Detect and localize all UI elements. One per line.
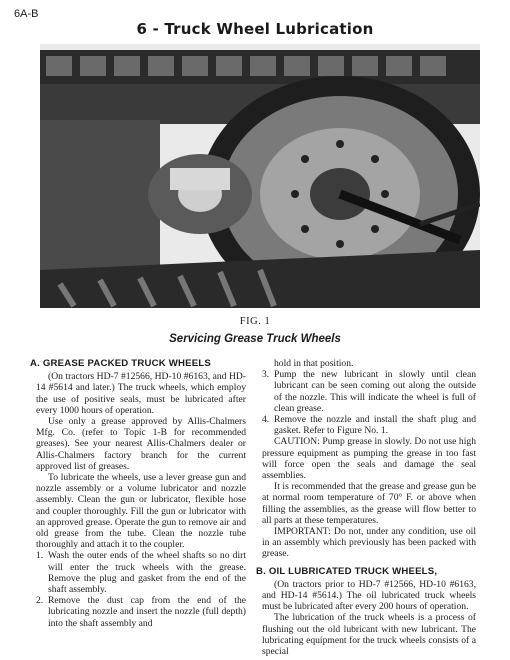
list-item: [36, 550, 246, 595]
list-item: [262, 369, 476, 414]
figure-label: FIG. 1: [239, 316, 271, 327]
step-number: 2.: [36, 595, 44, 607]
step-continuation: hold in that position.: [274, 358, 354, 369]
step-number: 1.: [36, 550, 44, 562]
temperature-note: It is recommended that the grease and grease gun be at normal room temperature of 70° F. or above when filling the assemblies, as the grease will flow better to all parts at these temperatures.: [262, 481, 476, 526]
important-note: IMPORTANT: Do not, under any condition, use oil in an assembly which previously has been packed with grease.: [262, 526, 476, 560]
step-number: 4.: [262, 414, 270, 426]
truck-wheel-photo: [40, 44, 480, 308]
left-column: [30, 358, 246, 629]
section-a-paragraph-2: Use only a grease approved by Allis-Chalmers Mfg. Co. (refer to Topic 1-B for recommended greases). See your nearest Allis-Chalmers dealer or Allis-Chalmers factory branch for the current approved list of greases.: [36, 416, 246, 472]
right-column: [256, 358, 476, 658]
section-b-heading: B. OIL LUBRICATED TRUCK WHEELS,: [256, 565, 438, 577]
section-a-heading: A. GREASE PACKED TRUCK WHEELS: [30, 358, 211, 369]
page-number: 6A-B: [14, 8, 39, 20]
section-b-paragraph-2: The lubrication of the truck wheels is a process of flushing out the old lubricant with new lubricant. The lubricating equipment for the truck wheels consists of a special: [262, 612, 476, 658]
section-a-paragraph-1: (On tractors HD-7 #12566, HD-10 #6163, and HD-14 #5614 and later.) The truck wheels, which employ the use of positive seals, must be lubricated after every 1000 hours of operation.: [36, 371, 246, 416]
step-text: Remove the dust cap from the end of the lubricating nozzle and insert the nozzle (full depth) into the shaft assembly and: [48, 595, 246, 629]
step-text: Wash the outer ends of the wheel shafts so no dirt will enter the truck wheels with the grease. Remove the plug and gasket from the end of the shaft assembly.: [48, 550, 246, 596]
chapter-title: 6 - Truck Wheel Lubrication: [136, 20, 374, 38]
caution-note: CAUTION: Pump grease in slowly. Do not use high pressure equipment as pumping the grease in too fast will force open the seals and damage the seal assemblies.: [262, 436, 476, 482]
figure-caption: Servicing Grease Truck Wheels: [169, 333, 341, 345]
step-text: Remove the nozzle and install the shaft plug and gasket. Refer to Figure No. 1.: [274, 414, 476, 437]
list-item: [262, 414, 476, 436]
section-b-paragraph-1: (On tractors prior to HD-7 #12566, HD-10 #6163, and HD-14 #5614.) The oil lubricated truck wheels must be lubricated after every 200 hours of operation.: [262, 578, 476, 613]
list-item: [36, 595, 246, 629]
step-number: 3.: [262, 369, 270, 381]
section-a-paragraph-3: To lubricate the wheels, use a lever grease gun and nozzle assembly or a volume lubricator and nozzle assembly. Clean the gun or lubricator, flexible hose and coupler thoroughly. Fill the gun or lubricator with an approved grease. Operate the gun to remove air and old grease from the tube. Clean the nozzle tube thoroughly and attach it to the coupler.: [36, 472, 246, 551]
step-text: Pump the new lubricant in slowly until clean lubricant can be seen coming out along the outside of the nozzle. This will indicate the wheel is full of clean grease.: [274, 369, 476, 414]
